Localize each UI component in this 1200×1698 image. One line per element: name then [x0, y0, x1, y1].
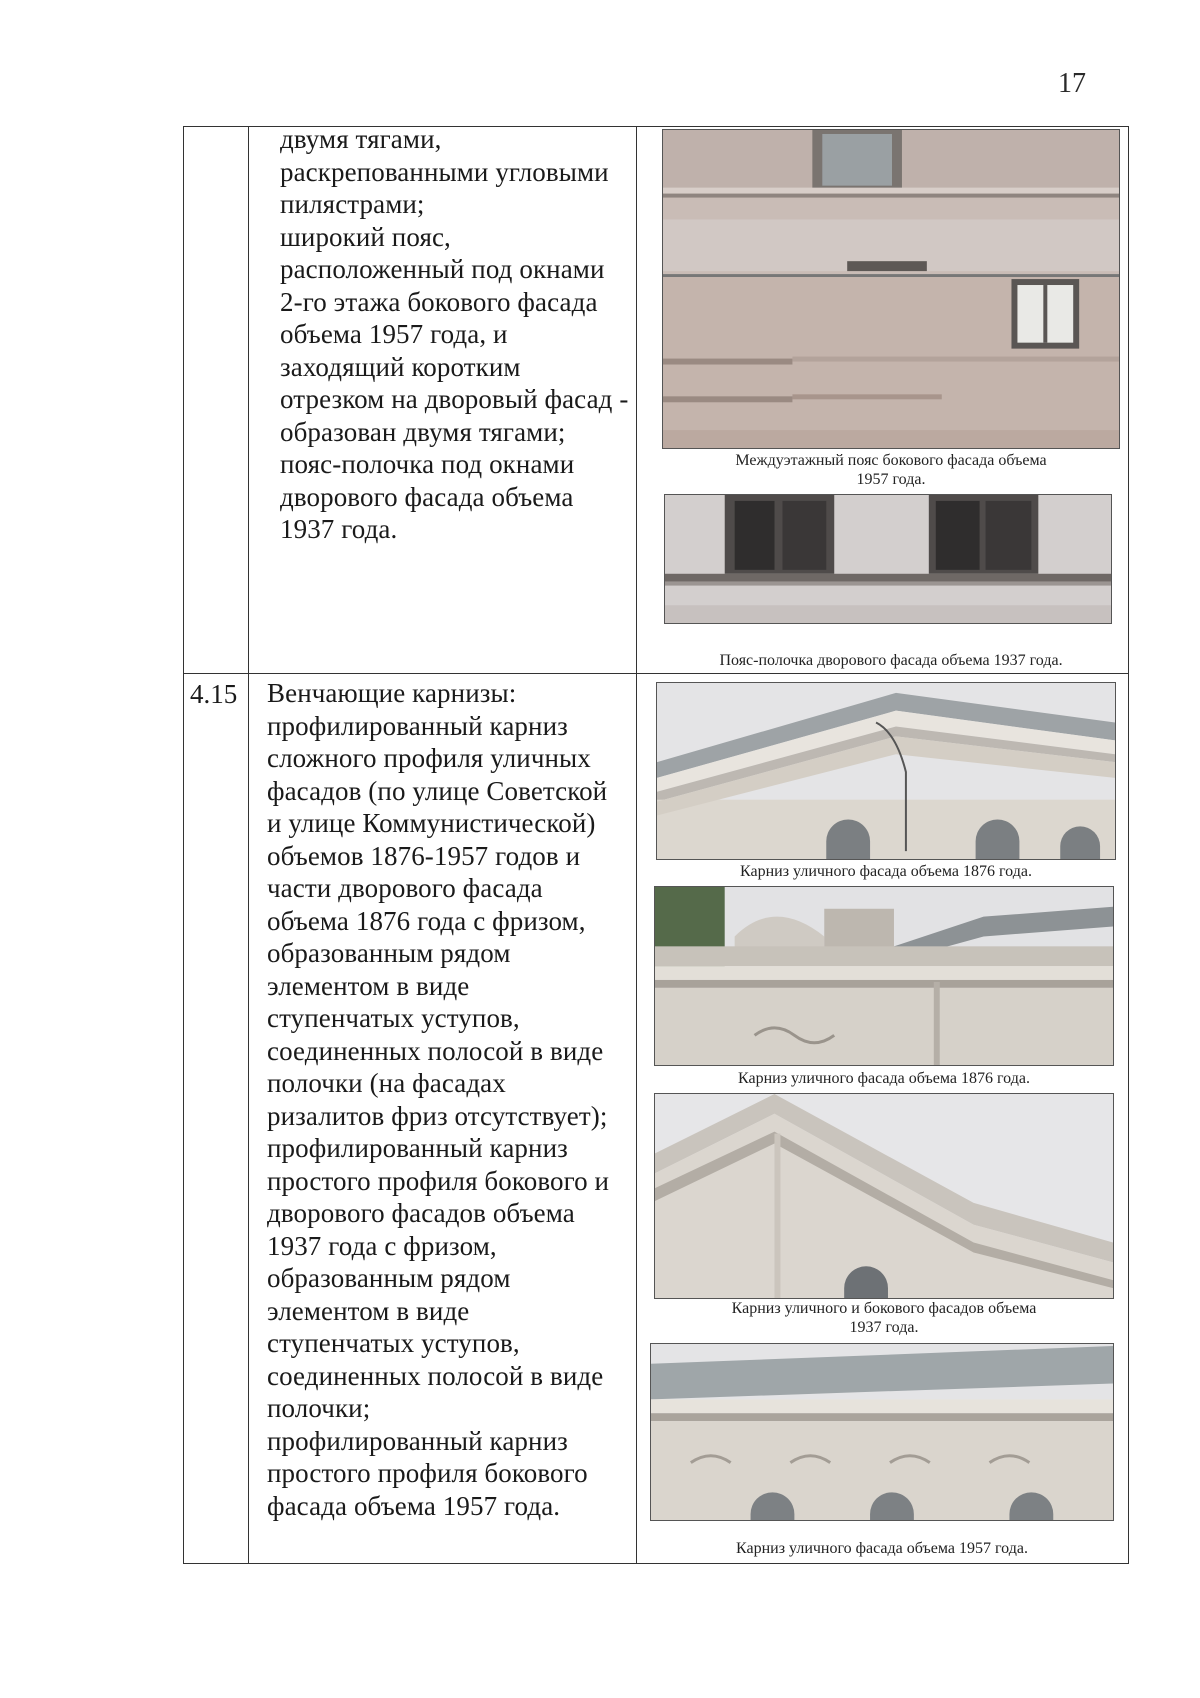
- text-line: раскрепованными угловыми: [280, 156, 609, 187]
- text-line: объема 1876 года с фризом,: [267, 905, 586, 936]
- row-continued-description: [280, 123, 628, 546]
- text-line: расположенный под окнами: [280, 254, 605, 284]
- text-line: и улице Коммунистической): [267, 808, 596, 838]
- photo-caption: Карниз уличного фасада объема 1957 года.: [736, 1540, 1028, 1557]
- text-line: образованным рядом: [267, 1263, 511, 1293]
- photo-cornice-1937: [654, 1093, 1114, 1299]
- row-number: 4.15: [190, 679, 238, 709]
- text-line: полочки;: [267, 1393, 371, 1423]
- photo-courtyard-belt-1937: [664, 494, 1112, 624]
- text-line: 2-го этажа бокового фасада: [280, 286, 598, 317]
- text-line: образован двумя тягами;: [280, 416, 566, 447]
- photo-caption: Карниз уличного фасада объема 1876 года.: [738, 1070, 1030, 1087]
- text-line: ступенчатых уступов,: [267, 1328, 520, 1358]
- text-line: заходящий коротким: [280, 351, 521, 382]
- text-line: образованным рядом: [267, 938, 511, 968]
- text-line: элементом в виде: [267, 1295, 470, 1326]
- text-line: дворового фасадов объема: [267, 1198, 575, 1228]
- page-number: 17: [1058, 68, 1086, 99]
- text-line: соединенных полосой в виде: [267, 1360, 604, 1391]
- text-line: объемов 1876-1957 годов и: [267, 840, 581, 871]
- photo-cornice-1957: [650, 1343, 1114, 1521]
- photo-interfloor-belt-1957: [662, 129, 1120, 449]
- photo-cornice-1876-b: [654, 886, 1114, 1066]
- text-line: части дворового фасада: [267, 873, 543, 903]
- text-line: дворового фасада объема: [280, 481, 574, 512]
- text-line: пояс-полочка под окнами: [280, 449, 575, 479]
- text-line: профилированный карниз: [267, 1133, 568, 1163]
- photo-caption: Карниз уличного и бокового фасадов объема 1937 года.: [731, 1300, 1037, 1336]
- text-line: двумя тягами,: [280, 124, 442, 154]
- text-line: ризалитов фриз отсутствует);: [267, 1100, 608, 1131]
- text-line: ступенчатых уступов,: [267, 1003, 520, 1033]
- text-line: фасада объема 1957 года.: [267, 1490, 561, 1521]
- text-line: профилированный карниз: [267, 1425, 568, 1456]
- text-line: широкий пояс,: [280, 221, 451, 252]
- text-line: отрезком на дворовый фасад -: [280, 384, 629, 414]
- photo-cornice-1876-a: [656, 682, 1116, 860]
- row-4-15-description: [267, 677, 609, 1522]
- text-line: пилястрами;: [280, 189, 425, 219]
- text-line: 1937 года с фризом,: [267, 1230, 497, 1261]
- text-line: объема 1957 года, и: [280, 319, 508, 349]
- photo-caption: Междуэтажный пояс бокового фасада объема 1957 года.: [735, 452, 1047, 488]
- text-line: фасадов (по улице Советской: [267, 775, 608, 806]
- text-line: профилированный карниз: [267, 710, 568, 741]
- photo-caption: Пояс-полочка дворового фасада объема 1937 года.: [719, 652, 1063, 669]
- text-line: сложного профиля уличных: [267, 743, 591, 773]
- text-line: 1937 года.: [280, 514, 398, 544]
- heritage-table: [183, 126, 1129, 1564]
- column-divider-number: [248, 127, 249, 1563]
- text-line: соединенных полосой в виде: [267, 1035, 604, 1066]
- text-line: элементом в виде: [267, 970, 470, 1001]
- text-line: простого профиля бокового: [267, 1458, 588, 1488]
- text-line: Венчающие карнизы:: [267, 678, 517, 708]
- text-line: полочки (на фасадах: [267, 1068, 506, 1098]
- text-line: простого профиля бокового и: [267, 1165, 610, 1196]
- photo-caption: Карниз уличного фасада объема 1876 года.: [740, 863, 1032, 880]
- column-divider-photos: [636, 127, 637, 1563]
- row-divider: [184, 673, 1128, 674]
